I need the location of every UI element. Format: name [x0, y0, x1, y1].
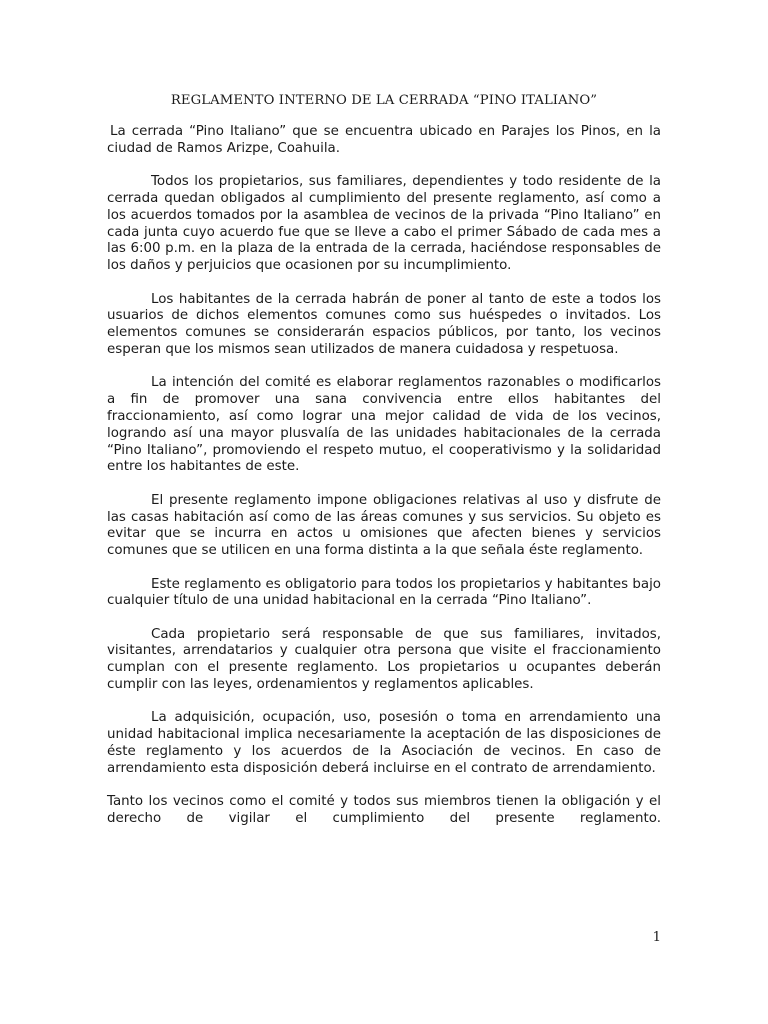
paragraph-4: La intención del comité es elaborar reglamentos razonables o modificarlos a fin de promover una sana convivencia entre ellos habitantes del fraccionamiento, así como lograr una mejor calidad de vida de los vecinos, logrando así una mayor plusvalía de las unidades habitacionales de la cerrada “Pino Italiano”, promoviendo el respeto mutuo, el cooperativismo y la solidaridad entre los habitantes de este. [107, 375, 661, 475]
paragraph-8: La adquisición, ocupación, uso, posesión o toma en arrendamiento una unidad habitacional implica necesariamente la aceptación de las disposiciones de éste reglamento y los acuerdos de la Asociación de vecinos. En caso de arrendamiento esta disposición deberá incluirse en el contrato de arrendamiento. [107, 710, 661, 776]
paragraph-9: Tanto los vecinos como el comité y todos sus miembros tienen la obligación y el derecho de vigilar el cumplimiento del presente reglamento. [107, 794, 661, 827]
paragraph-7: Cada propietario será responsable de que sus familiares, invitados, visitantes, arrendatarios y cualquier otra persona que visite el fraccionamiento cumplan con el presente reglamento. Los propietarios u ocupantes deberán cumplir con las leyes, ordenamientos y reglamentos aplicables. [107, 626, 661, 693]
paragraph-5: El presente reglamento impone obligaciones relativas al uso y disfrute de las casas habitación así como de las áreas comunes y sus servicios. Su objeto es evitar que se incurra en actos u omisiones que afecten bienes y servicios comunes que se utilicen en una forma distinta a la que señala éste reglamento. [107, 492, 661, 559]
paragraph-6: Este reglamento es obligatorio para todos los propietarios y habitantes bajo cualquier título de una unidad habitacional en la cerrada “Pino Italiano”. [107, 576, 661, 609]
document-body [107, 124, 661, 844]
page-number: 1 [652, 930, 661, 945]
paragraph-3: Los habitantes de la cerrada habrán de poner al tanto de este a todos los usuarios de dichos elementos comunes como sus huéspedes o invitados. Los elementos comunes se considerarán espacios públicos, por tanto, los vecinos esperan que los mismos sean utilizados de manera cuidadosa y respetuosa. [107, 291, 661, 357]
document-title: REGLAMENTO INTERNO DE LA CERRADA “PINO ITALIANO” [170, 93, 598, 108]
paragraph-1: La cerrada “Pino Italiano” que se encuentra ubicado en Parajes los Pinos, en la ciudad de Ramos Arizpe, Coahuila. [107, 124, 661, 156]
paragraph-2: Todos los propietarios, sus familiares, dependientes y todo residente de la cerrada quedan obligados al cumplimiento del presente reglamento, así como a los acuerdos tomados por la asamblea de vecinos de la privada “Pino Italiano” en cada junta cuyo acuerdo fue que se lleve a cabo el primer Sábado de cada mes a las 6:00 p.m. en la plaza de la entrada de la cerrada, haciéndose responsables de los daños y perjuicios que ocasionen por su incumplimiento. [107, 174, 661, 274]
